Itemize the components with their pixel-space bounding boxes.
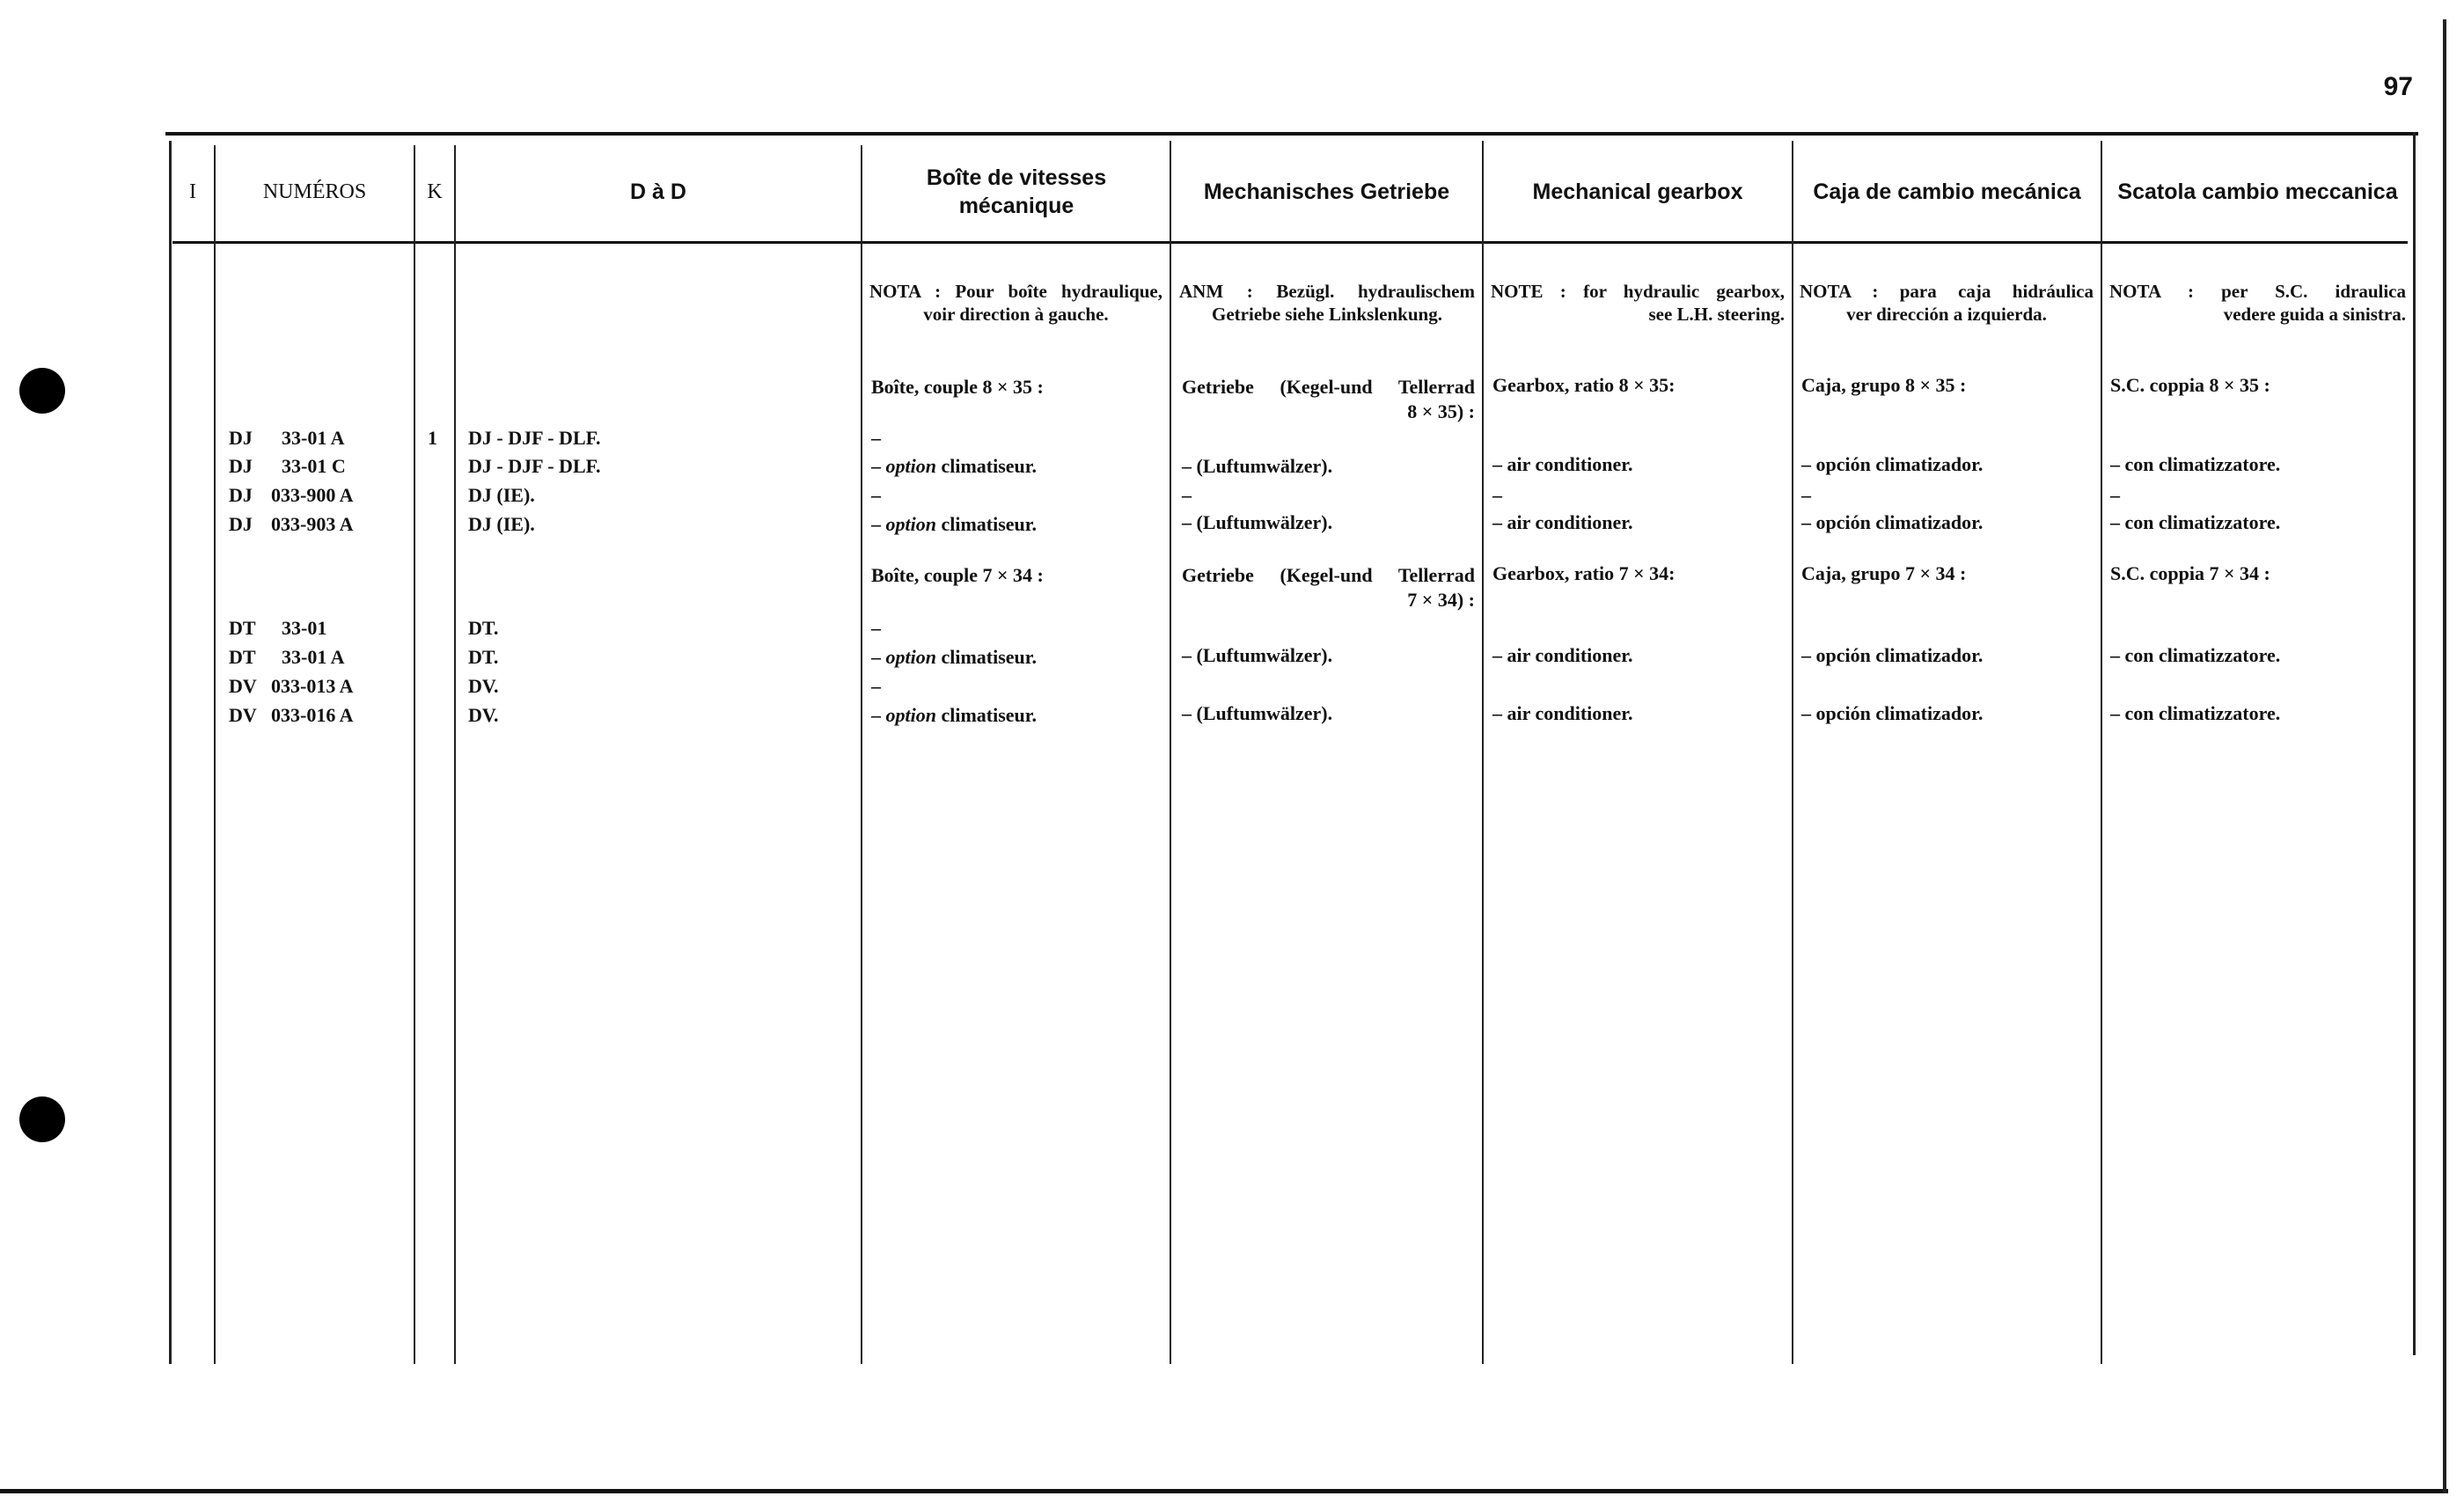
col-divider-fr [1170,141,1171,1364]
row-prefix: DV [229,704,257,726]
row-number: 33-01 A [282,646,345,668]
col-divider-left [169,141,172,1364]
option-word: option [885,646,936,668]
header-de: Mechanisches Getriebe [1203,180,1450,204]
row-en: – [1492,484,1502,506]
row-dad: DJ (IE). [468,484,535,506]
row-prefix: DT [229,617,256,639]
row-dad: DT. [468,617,499,639]
row-dad: DJ (IE). [468,513,535,535]
group2-heading-es: Caja, grupo 7 × 34 : [1801,562,1967,584]
header-numeros: NUMÉROS [262,180,367,203]
note-it-line1: NOTA : per S.C. idraulica [2109,281,2406,302]
row-number: 033-013 A [271,675,354,697]
header-es: Caja de cambio mecánica [1813,180,2081,204]
row-dad: DV. [468,704,499,726]
option-word: option [885,704,936,726]
group2-heading-fr: Boîte, couple 7 × 34 : [871,564,1044,586]
note-en [1491,280,1785,326]
note-it [2109,280,2406,326]
row-de: – (Luftumwälzer). [1182,455,1333,477]
table-top-border [165,132,2418,136]
group2-heading-de-line1: Getriebe (Kegel-und Tellerrad [1182,564,1475,586]
group1-heading-de-line2: 8 × 35) : [1407,400,1475,422]
row-it: – [2110,484,2120,506]
table-right-border [2413,132,2416,1355]
row-prefix: DJ [229,455,253,477]
group2-heading-de [1182,563,1475,612]
row-en: – air conditioner. [1492,453,1633,475]
header-dad: D à D [630,180,686,204]
page-number: 97 [2383,72,2413,101]
group1-heading-it: S.C. coppia 8 × 35 : [2110,374,2270,396]
row-number: 033-903 A [271,513,354,535]
row-fr: – option climatiseur. [871,646,1038,668]
row-number: 033-900 A [271,484,354,506]
row-dad: DV. [468,675,499,697]
row-number: 033-016 A [271,704,354,726]
row-it: – con climatizzatore. [2110,511,2281,533]
row-es: – [1801,484,1811,506]
col-divider-es [2101,141,2102,1364]
row-fr-text: climatiseur. [941,704,1038,726]
row-k: 1 [428,427,437,449]
note-es-line1: NOTA : para caja hidráulica [1800,281,2094,302]
header-i: I [189,180,196,203]
row-prefix: DJ [229,513,253,535]
binder-hole-bottom [19,1096,65,1142]
row-number: 33-01 [282,617,327,639]
note-de [1179,280,1475,326]
row-es: – opción climatizador. [1801,702,1984,724]
row-it: – con climatizzatore. [2110,702,2281,724]
header-fr: Boîte de vitesses mécanique [926,165,1107,218]
note-de-line2: Getriebe siehe Linkslenkung. [1212,304,1442,325]
note-fr [869,280,1162,326]
col-divider-de [1482,141,1484,1364]
row-de: – [1182,484,1192,506]
row-number: 33-01 A [282,427,345,449]
group1-heading-de [1182,375,1475,424]
page-bottom-border [0,1489,2448,1493]
note-es-line2: ver dirección a izquierda. [1846,304,2047,325]
row-en: – air conditioner. [1492,511,1633,533]
note-fr-line2: voir direction à gauche. [923,304,1109,325]
header-k: K [427,180,443,203]
group2-heading-it: S.C. coppia 7 × 34 : [2110,562,2270,584]
row-fr: – option climatiseur. [871,513,1038,535]
header-en: Mechanical gearbox [1532,180,1743,204]
row-dad: DJ - DJF - DLF. [468,455,601,477]
row-dad: DT. [468,646,499,668]
row-fr-text: climatiseur. [941,646,1038,668]
option-word: option [885,513,936,535]
col-divider-i [214,145,216,1364]
row-fr: – [871,617,881,639]
col-divider-k [454,145,456,1364]
option-word: option [885,455,936,477]
row-de: – (Luftumwälzer). [1182,644,1333,666]
binder-hole-top [19,368,65,414]
row-en: – air conditioner. [1492,702,1633,724]
row-de: – (Luftumwälzer). [1182,702,1333,724]
row-es: – opción climatizador. [1801,644,1984,666]
header-it: Scatola cambio meccanica [2117,180,2398,204]
group2-heading-en: Gearbox, ratio 7 × 34: [1492,562,1676,584]
row-prefix: DV [229,675,257,697]
col-divider-dad [861,145,862,1364]
group1-heading-en: Gearbox, ratio 8 × 35: [1492,374,1676,396]
note-es [1800,280,2094,326]
row-prefix: DT [229,646,256,668]
row-de: – (Luftumwälzer). [1182,511,1333,533]
note-en-line1: NOTE : for hydraulic gearbox, [1491,281,1785,302]
col-divider-numeros [414,145,415,1364]
row-fr: – [871,675,881,697]
row-es: – opción climatizador. [1801,511,1984,533]
page-right-border [2443,19,2446,1493]
row-en: – air conditioner. [1492,644,1633,666]
col-divider-en [1792,141,1793,1364]
note-it-line2: vedere guida a sinistra. [2223,304,2406,325]
row-fr-text: climatiseur. [941,513,1038,535]
note-de-line1: ANM : Bezügl. hydraulischem [1179,281,1475,302]
row-dad: DJ - DJF - DLF. [468,427,601,449]
row-prefix: DJ [229,484,253,506]
row-fr-text: climatiseur. [941,455,1038,477]
group1-heading-fr: Boîte, couple 8 × 35 : [871,376,1044,398]
note-fr-line1: NOTA : Pour boîte hydraulique, [869,281,1162,302]
row-it: – con climatizzatore. [2110,644,2281,666]
group1-heading-es: Caja, grupo 8 × 35 : [1801,374,1967,396]
row-fr: – option climatiseur. [871,704,1038,726]
note-en-line2: see L.H. steering. [1648,304,1785,325]
row-es: – opción climatizador. [1801,453,1984,475]
row-fr: – [871,484,881,506]
row-it: – con climatizzatore. [2110,453,2281,475]
row-fr: – option climatiseur. [871,455,1038,477]
row-number: 33-01 C [282,455,346,477]
row-fr: – [871,427,881,449]
group1-heading-de-line1: Getriebe (Kegel-und Tellerrad [1182,376,1475,398]
row-prefix: DJ [229,427,253,449]
group2-heading-de-line2: 7 × 34) : [1407,589,1475,611]
